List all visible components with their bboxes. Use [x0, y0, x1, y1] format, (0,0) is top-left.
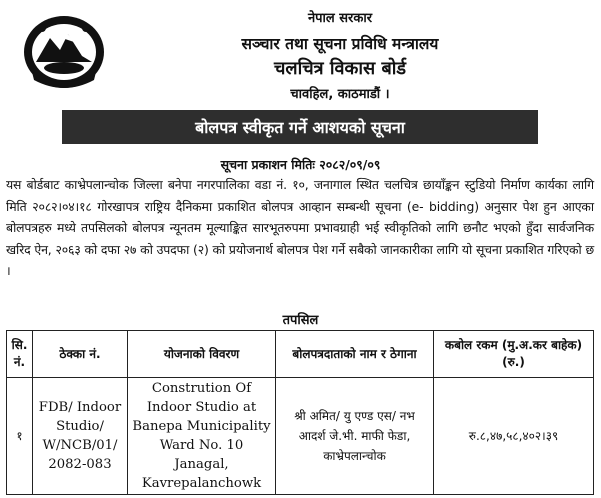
- table-header-row: [7, 331, 594, 378]
- column-header-serial: सि. नं.: [7, 331, 33, 378]
- cell-amount: रु.८,४७,५८,४०२।३९: [434, 378, 594, 495]
- notice-title-banner: बोलपत्र स्वीकृत गर्ने आशयको सूचना: [62, 110, 538, 144]
- cell-bidder: श्री अमित/ यु एण्ड एस/ नभ आदर्श जे.भी. माफी फेडा, काभ्रेपलान्चोक: [276, 378, 434, 495]
- board-name: चलचित्र विकास बोर्ड: [273, 58, 407, 79]
- notice-body: यस बोर्डबाट काभ्रेपलान्चोक जिल्ला बनेपा नगरपालिका वडा नं. १०, जनागाल स्थित चलचित्र छायाँङ्कन स्टुडियो निर्माण कार्यका लागि मिति २०८२।०४।१८ गोरखापत्र राष्ट्रिय दैनिकमा प्रकाशित बोलपत्र आव्हान सम्बन्धी सूचना (e- bidding) अनुसार पेश हुन आएका बोलपत्रहरु मध्ये तपसिलको बोलपत्र न्यूनतम मूल्याङ्कित सारभूतरुपमा प्रभावग्राही भई स्वीकृतिको लागि छनौट भएको हुँदा सार्वजनिक खरिद ऐन, २०६३ को दफा २७ को उपदफा (२) को प्रयोजनार्थ बोलपत्र पेश गर्ने सबैको जानकारीका लागि यो सूचना प्रकाशित गरिएको छ ।: [6, 177, 594, 279]
- publication-date: सूचना प्रकाशन मितिः २०८२/०९/०९: [220, 157, 381, 172]
- nepal-emblem-icon: [22, 12, 106, 90]
- column-header-bidder: बोलपत्रदाताको नाम र ठेगाना: [276, 331, 434, 378]
- column-header-amount: कबोल रकम (मु.अ.कर बाहेक) (रु.): [434, 331, 594, 378]
- government-name: नेपाल सरकार: [307, 11, 373, 26]
- office-address: चावहिल, काठमाडौं ।: [290, 87, 390, 102]
- cell-serial: १: [7, 378, 33, 495]
- table-row: [7, 378, 594, 495]
- cell-contract-no: FDB/ Indoor Studio/ W/NCB/01/ 2082-083: [33, 378, 128, 495]
- bid-details-table: [6, 330, 594, 495]
- ministry-name: सञ्चार तथा सूचना प्रविधि मन्त्रालय: [241, 35, 439, 53]
- column-header-contract-no: ठेक्का नं.: [33, 331, 128, 378]
- details-heading: तपसिल: [282, 313, 319, 328]
- column-header-description: योजनाको विवरण: [128, 331, 276, 378]
- cell-description: Constrution Of Indoor Studio at Banepa Municipality Ward No. 10 Janagal, Kavrepalanchowk: [128, 378, 276, 495]
